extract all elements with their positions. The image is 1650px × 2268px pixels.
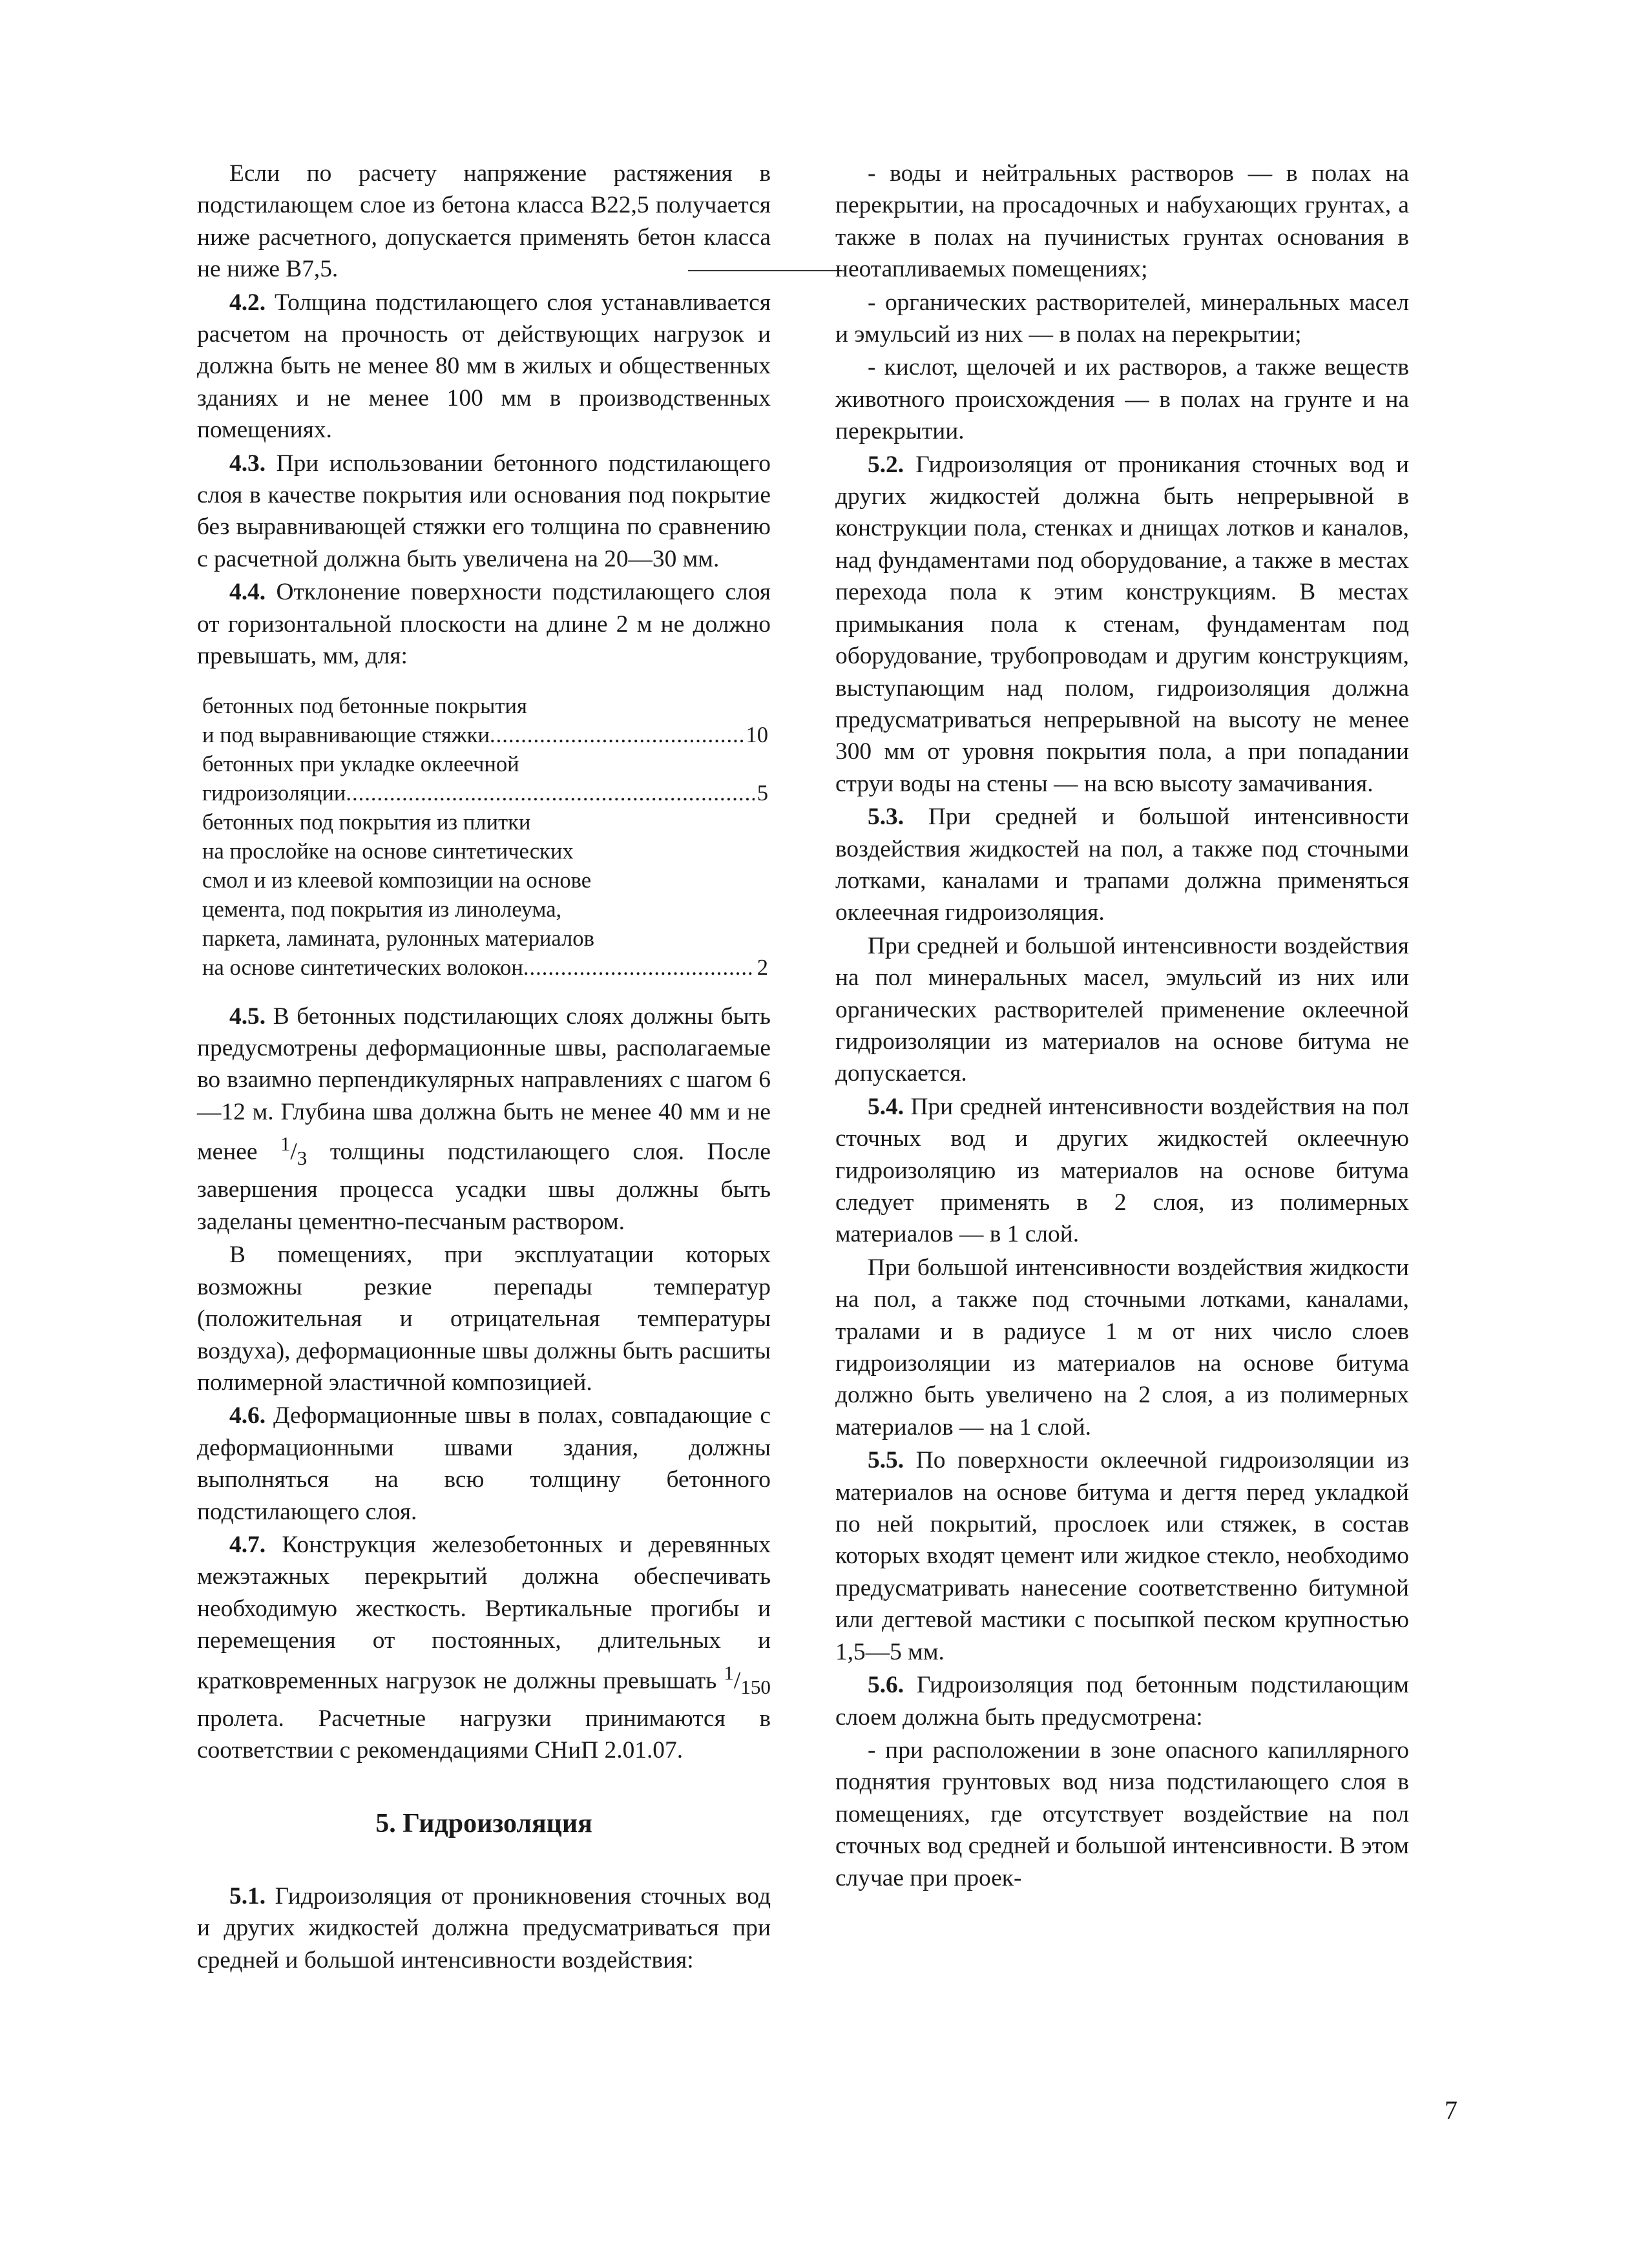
clause-number: 4.4. bbox=[229, 579, 266, 606]
tolerance-label: цемента, под покрытия из линолеума, bbox=[202, 897, 562, 922]
clause-4-4 bbox=[197, 576, 771, 672]
tolerance-line bbox=[197, 779, 771, 808]
clause-number: 5.3. bbox=[868, 804, 904, 831]
clause-number: 5.2. bbox=[868, 451, 904, 478]
clause-text: При средней и большой интенсивности воздействия жидкостей на пол, а также под сточными лотками, каналами и трапами должна применяться оклеечная гидроизоляция. bbox=[835, 804, 1409, 926]
clause-number: 5.5. bbox=[868, 1447, 904, 1474]
tolerance-value: 10 bbox=[746, 722, 768, 747]
tolerance-list bbox=[197, 692, 771, 983]
clause-text: Деформационные швы в полах, совпадающие с деформационными швами здания, должны выполняться на всю толщину бетонного подстилающего слоя. bbox=[197, 1402, 771, 1525]
fraction-numerator: 1 bbox=[280, 1132, 291, 1156]
tolerance-label: и под выравнивающие стяжки bbox=[202, 722, 490, 747]
clause-text: При использовании бетонного подстилающего слоя в качестве покрытия или основания под покрытие без выравнивающей стяжки его толщина по сравнению с расчетной должна быть увеличена на 20—30 мм. bbox=[197, 450, 771, 572]
tolerance-line bbox=[197, 721, 771, 750]
scan-rule-line bbox=[688, 270, 842, 271]
leader-dots bbox=[523, 953, 755, 983]
clause-number: 5.4. bbox=[868, 1093, 904, 1120]
tolerance-label: паркета, ламината, рулонных материалов bbox=[202, 926, 594, 951]
clause-5-3 bbox=[835, 801, 1409, 929]
clause-4-7: 4.7. Конструкция железобетонных и деревянных межэтажных перекрытий должна обеспечивать необходимую жесткость. Вертикальные прогибы и перемещения от постоянных, длительных и кратковременных нагрузок не должны превышать $^1/_{150}$ пролета. Расчетные нагрузки принимаются в соответствии с рекомендациями СНиП 2.01.07. bbox=[197, 1531, 771, 1764]
tolerance-label: на прослойке на основе синтетических bbox=[202, 838, 574, 864]
clause-text: толщины подстилающего слоя. После завершения процесса усадки швы должны быть заделаны цементно-песчаным раствором. bbox=[197, 1138, 771, 1235]
clause-4-3 bbox=[197, 448, 771, 576]
tolerance-line bbox=[197, 837, 771, 866]
clause-text: Гидроизоляция под бетонным подстилающим слоем должна быть предусмотрена: bbox=[835, 1672, 1409, 1731]
clause-5-4 bbox=[835, 1091, 1409, 1251]
clause-text: Отклонение поверхности подстилающего слоя от горизонтальной плоскости на длине 2 м не должно превышать, мм, для: bbox=[197, 579, 771, 670]
clause-4-6 bbox=[197, 1400, 771, 1528]
tolerance-label: бетонных под бетонные покрытия bbox=[202, 693, 527, 718]
tolerance-label: смол и из клеевой композиции на основе bbox=[202, 868, 592, 893]
right-column bbox=[835, 158, 1409, 1894]
tolerance-line bbox=[197, 866, 771, 895]
clause-number: 4.5. bbox=[229, 1003, 266, 1030]
section-heading: 5. Гидроизоляция bbox=[375, 1808, 592, 1838]
clause-number: 4.7. bbox=[229, 1531, 266, 1558]
fraction-numerator: 1 bbox=[724, 1661, 734, 1684]
tolerance-line bbox=[197, 750, 771, 779]
clause-text: В бетонных подстилающих слоях должны быть предусмотрены деформационные швы, располагаемые во взаимно перпендикулярных направлениях с шагом 6—12 м. Глубина шва должна быть не менее 40 мм и не менее bbox=[197, 1003, 771, 1165]
clause-4-2 bbox=[197, 287, 771, 446]
leader-dots bbox=[346, 779, 754, 808]
clause-4-5: 4.5. В бетонных подстилающих слоях должны быть предусмотрены деформационные швы, располагаемые во взаимно перпендикулярных направлениях с шагом 6—12 м. Глубина шва должна быть не менее 40 мм и не менее $^1/_3$ толщины подстилающего слоя. После завершения процесса усадки швы должны быть заделаны цементно-песчаным раствором. bbox=[197, 1003, 771, 1235]
bullet-item: - при расположении в зоне опасного капиллярного поднятия грунтовых вод низа подстилающего слоя в помещениях, где отсутствует воздействие на пол сточных вод средней и большой интенсивности. В этом случае при проек- bbox=[835, 1736, 1409, 1891]
clause-number: 4.6. bbox=[229, 1402, 266, 1430]
tolerance-value: 2 bbox=[757, 955, 768, 980]
clause-text: Гидроизоляция от проникания сточных вод и других жидкостей должна быть непрерывной в конструкции пола, стенках и днищах лотков и каналов, над фундаментами под оборудование, а также в местах перехода пола к этим конструкциям. В местах примыкания пола к стенам, фундаментам под оборудование, трубопроводам и другим конструкциям, выступающим над полом, гидроизоляция должна предусматриваться непрерывной на высоту не менее 300 мм от уровня покрытия пола, а при попадании струи воды на стены — на всю высоту замачивания. bbox=[835, 451, 1409, 797]
clause-5-3-continued: При средней и большой интенсивности воздействия на пол минеральных масел, эмульсий из них или органических растворителей применение оклеечной гидроизоляции из материалов на основе битума не допускается. bbox=[835, 932, 1409, 1087]
tolerance-line bbox=[197, 692, 771, 721]
left-column bbox=[197, 158, 771, 1976]
bullet-item: - кислот, щелочей и их растворов, а также веществ животного происхождения — в полах на грунте и на перекрытии. bbox=[835, 354, 1409, 445]
clause-text: При средней интенсивности воздействия на пол сточных вод и других жидкостей оклеечную гидроизоляцию из материалов на основе битума следует применять в 2 слоя, из полимерных материалов — в 1 слой. bbox=[835, 1093, 1409, 1248]
clause-text: По поверхности оклеечной гидроизоляции из материалов на основе битума и дегтя перед укладкой по ней покрытий, прослоек или стяжек, в состав которых входят цемент или жидкое стекло, необходимо предусматривать нанесение соответственно битумной или дегтевой мастики с посыпкой песком крупностью 1,5—5 мм. bbox=[835, 1447, 1409, 1665]
clause-5-4-continued: При большой интенсивности воздействия жидкости на пол, а также под сточными лотками, каналами, тралами и в радиусе 1 м от них число слоев гидроизоляции из материалов на основе битума должно быть увеличено на 2 слоя, а из полимерных материалов — на 1 слой. bbox=[835, 1254, 1409, 1441]
clause-text: Толщина подстилающего слоя устанавливается расчетом на прочность от действующих нагрузок и должна быть не менее 80 мм в жилых и общественных зданиях и не менее 100 мм в производственных помещениях. bbox=[197, 289, 771, 444]
clause-number: 5.6. bbox=[868, 1672, 904, 1699]
bullet-item: - органических растворителей, минеральных масел и эмульсий из них — в полах на перекрытии; bbox=[835, 289, 1409, 348]
tolerance-line bbox=[197, 895, 771, 924]
clause-text: Конструкция железобетонных и деревянных межэтажных перекрытий должна обеспечивать необходимую жесткость. Вертикальные прогибы и перемещения от постоянных, длительных и кратковременных нагрузок не должны превышать bbox=[197, 1531, 771, 1694]
tolerance-line bbox=[197, 808, 771, 837]
fraction-denominator: 3 bbox=[297, 1147, 308, 1170]
tolerance-value: 5 bbox=[757, 780, 768, 806]
leader-dots bbox=[490, 721, 743, 750]
clause-text: пролета. Расчетные нагрузки принимаются в соответствии с рекомендациями СНиП 2.01.07. bbox=[197, 1705, 771, 1764]
tolerance-label: бетонных под покрытия из плитки bbox=[202, 809, 531, 835]
clause-number: 4.2. bbox=[229, 289, 266, 316]
clause-5-2 bbox=[835, 449, 1409, 800]
clause-5-1 bbox=[197, 1880, 771, 1976]
clause-text: Гидроизоляция от проникновения сточных вод и других жидкостей должна предусматриваться при средней и большой интенсивности воздействия: bbox=[197, 1882, 771, 1973]
intro-paragraph: Если по расчету напряжение растяжения в подстилающем слое из бетона класса В22,5 получается ниже расчетного, допускается применять бетон класса не ниже В7,5. bbox=[197, 160, 771, 283]
bullet-item: - воды и нейтральных растворов — в полах на перекрытии, на просадочных и набухающих грунтах, а также в полах на пучинистых грунтах основания в неотапливаемых помещениях; bbox=[835, 160, 1409, 283]
tolerance-label: гидроизоляции bbox=[202, 780, 346, 806]
tolerance-line bbox=[197, 953, 771, 983]
fraction-denominator: 150 bbox=[740, 1675, 771, 1698]
clause-4-5-continued: В помещениях, при эксплуатации которых возможны резкие перепады температур (положительная и отрицательная температуры воздуха), деформационные швы должны быть расшиты полимерной эластичной композицией. bbox=[197, 1242, 771, 1396]
page-number: 7 bbox=[1445, 2096, 1457, 2125]
clause-5-5 bbox=[835, 1444, 1409, 1668]
clause-number: 5.1. bbox=[229, 1882, 266, 1909]
tolerance-label: бетонных при укладке оклеечной bbox=[202, 751, 519, 776]
clause-5-6 bbox=[835, 1669, 1409, 1733]
clause-number: 4.3. bbox=[229, 450, 266, 477]
tolerance-line bbox=[197, 924, 771, 953]
tolerance-label: на основе синтетических волокон bbox=[202, 955, 523, 980]
